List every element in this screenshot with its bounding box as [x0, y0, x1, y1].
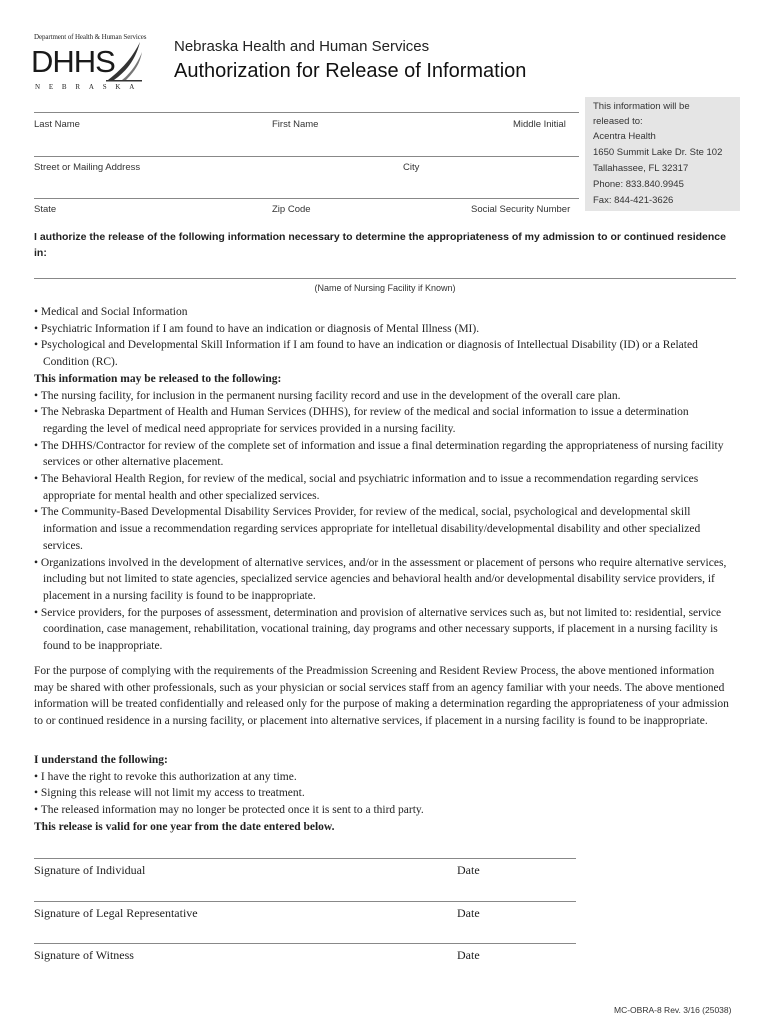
released-item: • The DHHS/Contractor for review of the complete set of information and issue a final determination regarding the appropriateness of nursing facility services or other alternative placement.	[34, 439, 724, 469]
date-label: Date	[457, 948, 480, 962]
facility-name-line	[34, 278, 736, 279]
understand-item: • I have the right to revoke this authorization at any time.	[34, 770, 297, 783]
date-label: Date	[457, 906, 480, 920]
release-phone: Phone: 833.840.9945	[593, 179, 684, 190]
release-address-2: Tallahassee, FL 32317	[593, 163, 689, 174]
field-line-state	[34, 198, 579, 199]
signature-line-witness[interactable]	[34, 943, 576, 944]
signature-line-individual[interactable]	[34, 858, 576, 859]
city-label: City	[403, 162, 420, 173]
purpose-paragraph: For the purpose of complying with the requirements of the Preadmission Screening and Resident Review Process, the above mentioned information may be shared with other professionals, such as your physician or social services staff from an agency familiar with your needs. The above mentioned information will be treated confidentially and released only for the purpose of making a determination regarding the appropriateness of your admission to or continued residence in a nursing facility, or placement into alternative services, if placement in a nursing facility is found to be inappropriate.	[34, 665, 729, 728]
form-number: MC-OBRA-8 Rev. 3/16 (25038)	[614, 1005, 732, 1015]
agency-name: Nebraska Health and Human Services	[174, 38, 430, 55]
release-heading-2: released to:	[593, 116, 643, 127]
ssn-label: Social Security Number	[471, 204, 571, 215]
info-item: • Psychiatric Information if I am found to have an indication or diagnosis of Mental Illness (MI).	[34, 322, 480, 335]
understand-item: • Signing this release will not limit my access to treatment.	[34, 787, 305, 800]
date-label: Date	[457, 863, 480, 877]
released-heading: This information may be released to the following:	[34, 372, 282, 385]
released-item: • The Nebraska Department of Health and Human Services (DHHS), for review of the medical and social information to issue a determination regarding the level of medical need appropriate for services provided in a nursing facility.	[34, 406, 689, 435]
field-line-name	[34, 112, 579, 113]
release-fax: Fax: 844-421-3626	[593, 195, 674, 206]
release-address-1: 1650 Summit Lake Dr. Ste 102	[593, 147, 723, 158]
logo-sub-text: NEBRASKA	[35, 83, 144, 91]
first-name-label: First Name	[272, 119, 319, 130]
release-to-box	[585, 97, 740, 211]
understand-item: • The released information may no longer be protected once it is sent to a third party.	[34, 804, 424, 817]
released-item: • The nursing facility, for inclusion in the permanent nursing facility record and use in the development of the overall care plan.	[34, 389, 621, 402]
authorization-statement: I authorize the release of the following information necessary to determine the appropriateness of my admission to or continued residence in:	[34, 231, 726, 259]
logo-swoosh-icon	[104, 40, 144, 82]
zip-label: Zip Code	[272, 204, 311, 215]
street-label: Street or Mailing Address	[34, 162, 141, 173]
info-item: • Psychological and Developmental Skill Information if I am found to have an indication or diagnosis of Intellectual Disability (ID) or a Related Condition (RC).	[34, 339, 698, 369]
release-heading-1: This information will be	[593, 101, 690, 112]
released-item: • Service providers, for the purposes of assessment, determination and provision of alternative services such as, but not limited to: residential, service coordination, case management, rehabilitation, vocational training, day programs and other necessary supports, if placement in a nursing facility is found to be inappropriate.	[34, 606, 722, 653]
understand-section	[34, 752, 734, 836]
info-item: • Medical and Social Information	[34, 306, 188, 318]
released-item: • The Behavioral Health Region, for review of the medical, social and psychiatric information and to issue a recommendation regarding services appropriate for mental health and other specialized services.	[34, 473, 699, 502]
released-item: • The Community-Based Developmental Disability Services Provider, for review of the medical, social, psychological and developmental skill information and issue a recommendation regarding services appropriate for intelletual disability/developmental disability and other specialized services.	[34, 506, 701, 552]
state-label: State	[34, 204, 57, 215]
signature-line-legal-rep[interactable]	[34, 901, 576, 902]
signature-legal-rep-label: Signature of Legal Representative	[34, 906, 198, 920]
logo-dhhs: DHHS	[31, 44, 115, 79]
last-name-label: Last Name	[34, 119, 80, 130]
page-title: Authorization for Release of Information	[174, 60, 527, 82]
understand-heading: I understand the following:	[34, 754, 168, 766]
middle-initial-label: Middle Initial	[513, 119, 566, 130]
info-section	[34, 304, 734, 655]
validity-statement: This release is valid for one year from the date entered below.	[34, 820, 335, 833]
release-org: Acentra Health	[593, 131, 656, 142]
field-line-address	[34, 156, 579, 157]
signature-individual-label: Signature of Individual	[34, 863, 146, 877]
facility-caption: (Name of Nursing Facility if Known)	[314, 283, 456, 293]
logo-top-text: Department of Health & Human Services	[34, 33, 147, 41]
released-item: • Organizations involved in the development of alternative services, and/or in the assessment or placement of persons who require alternative services, including but not limited to state agencies, specialized service agencies and behavioral health and/or developmental disability service providers, if placement in a nursing facility is found to be inappropriate.	[34, 556, 727, 602]
signature-witness-label: Signature of Witness	[34, 948, 134, 962]
